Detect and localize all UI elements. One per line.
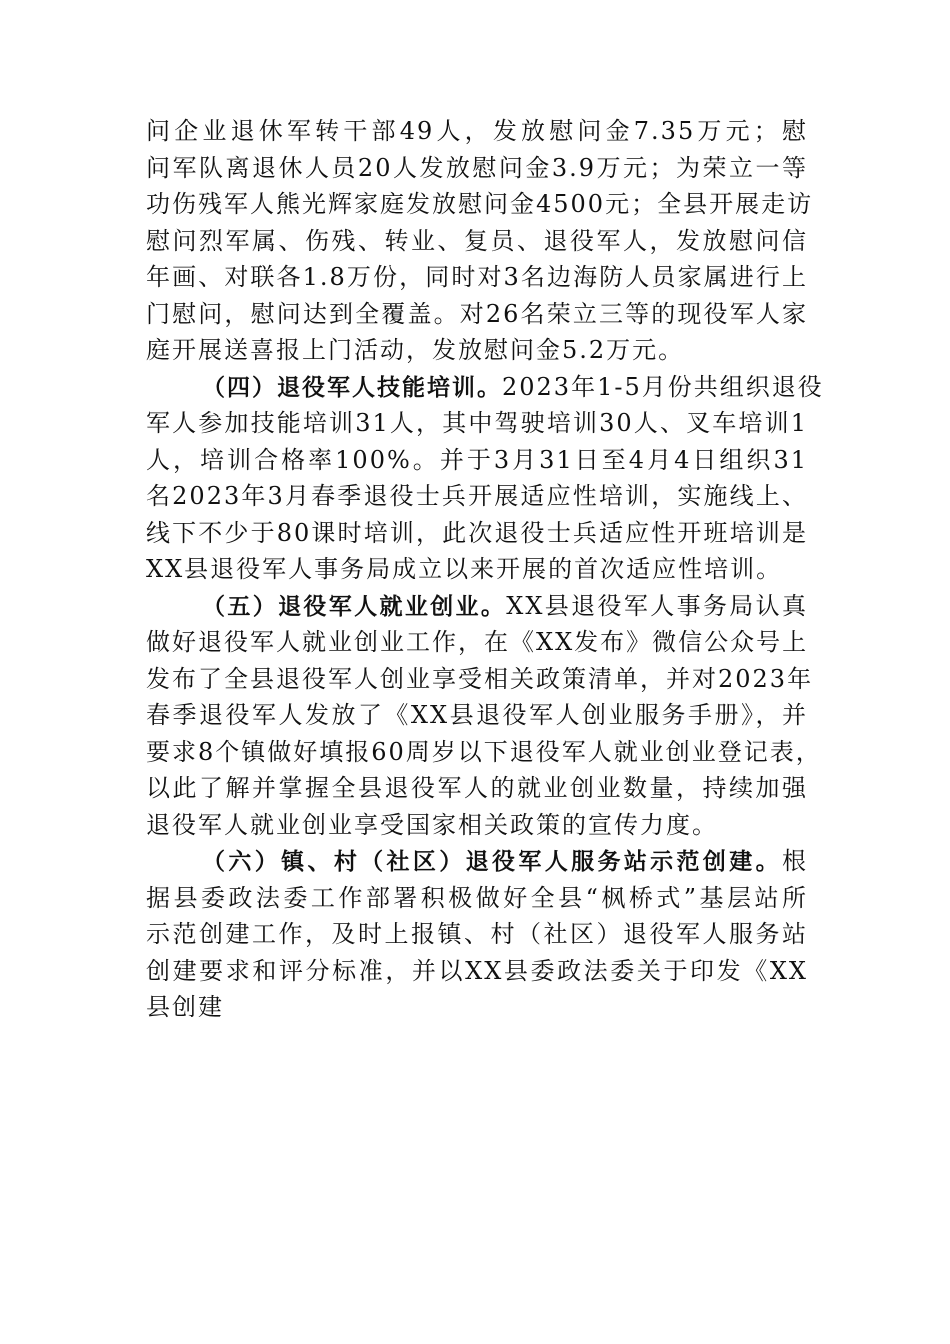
paragraph-line: 退役军人就业创业享受国家相关政策的宣传力度。 xyxy=(146,810,718,839)
paragraph-line: 人，培训合格率100%。并于3月31日至4月4日组织31 xyxy=(146,445,808,474)
paragraph-line: XX县退役军人事务局成立以来开展的首次适应性培训。 xyxy=(146,555,783,583)
paragraph-line: 创建要求和评分标准，并以XX县委政法委关于印发《XX xyxy=(146,956,808,985)
paragraph-line: 门慰问，慰问达到全覆盖。对26名荣立三等的现役军人家 xyxy=(146,299,808,328)
section-first-line xyxy=(146,588,808,625)
paragraph-line: 要求8个镇做好填报60周岁以下退役军人就业创业登记表， xyxy=(146,737,822,766)
paragraph-line: 军人参加技能培训31人，其中驾驶培训30人、叉车培训1 xyxy=(146,409,808,437)
section-heading: （六）镇、村（社区）退役军人服务站示范创建。 xyxy=(202,849,782,875)
section-text: XX县退役军人事务局认真 xyxy=(506,591,809,620)
paragraph-line: 据县委政法委工作部署积极做好全县“枫桥式”基层站所 xyxy=(146,883,808,912)
paragraph-line: 问企业退休军转干部49人，发放慰问金7.35万元；慰 xyxy=(146,117,808,145)
section-text: 根 xyxy=(782,847,808,875)
paragraph-line: 示范创建工作，及时上报镇、村（社区）退役军人服务站 xyxy=(146,920,808,948)
paragraph-line: 线下不少于80课时培训，此次退役士兵适应性开班培训是 xyxy=(146,518,808,547)
paragraph-line: 以此了解并掌握全县退役军人的就业创业数量，持续加强 xyxy=(146,774,808,802)
paragraph-line: 名2023年3月春季退役士兵开展适应性培训，实施线上、 xyxy=(146,482,808,510)
section-first-line xyxy=(146,369,824,406)
paragraph-line: 县创建 xyxy=(146,993,224,1021)
paragraph-line: 问军队离退休人员20人发放慰问金3.9万元；为荣立一等 xyxy=(146,153,808,182)
paragraph-line: 做好退役军人就业创业工作，在《XX发布》微信公众号上 xyxy=(146,628,809,656)
paragraph-line: 春季退役军人发放了《XX县退役军人创业服务手册》，并 xyxy=(146,701,808,729)
section-first-line xyxy=(146,843,808,880)
paragraph-line: 发布了全县退役军人创业享受相关政策清单，并对2023年 xyxy=(146,664,814,693)
section-heading: （四）退役军人技能培训。 xyxy=(202,374,502,401)
section-text: 2023年1-5月份共组织退役 xyxy=(502,372,824,401)
paragraph-line: 功伤残军人熊光辉家庭发放慰问金4500元；全县开展走访 xyxy=(146,190,814,218)
paragraph-line: 慰问烈军属、伤残、转业、复员、退役军人，发放慰问信 xyxy=(146,226,808,255)
document-body xyxy=(146,113,824,1026)
paragraph-line: 庭开展送喜报上门活动，发放慰问金5.2万元。 xyxy=(146,336,685,364)
paragraph-line: 年画、对联各1.8万份，同时对3名边海防人员家属进行上 xyxy=(146,263,808,291)
section-heading: （五）退役军人就业创业。 xyxy=(202,593,507,620)
